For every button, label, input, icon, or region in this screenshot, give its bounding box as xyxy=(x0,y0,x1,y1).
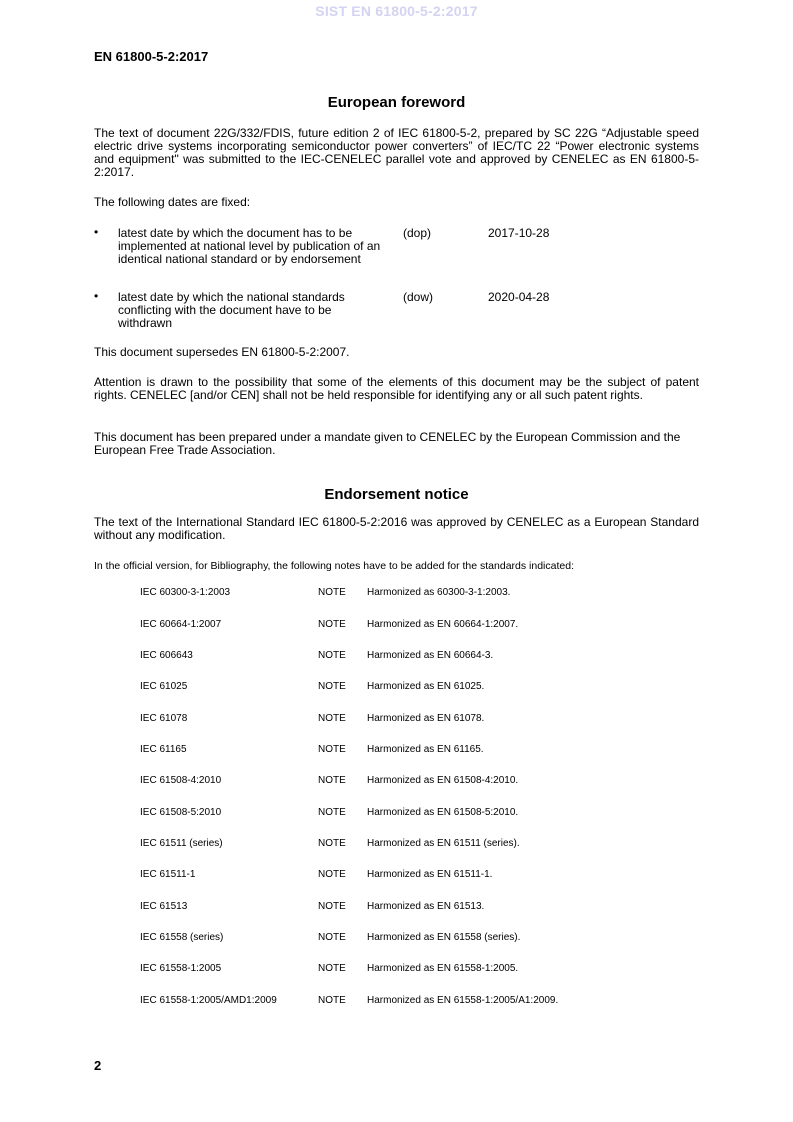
note-label: NOTE xyxy=(318,619,346,630)
note-label: NOTE xyxy=(318,650,346,661)
harmonized-text: Harmonized as EN 61513. xyxy=(367,901,485,912)
date-item-date: 2020-04-28 xyxy=(488,290,550,304)
date-item-text: latest date by which the document has to be implemented at national level by publication of an identical national standard or by endorsement xyxy=(118,226,381,266)
date-item-text: latest date by which the national standards conflicting with the document have to be withdrawn xyxy=(118,290,345,330)
standard-id: IEC 61025 xyxy=(140,681,188,692)
harmonized-text: Harmonized as EN 61508-4:2010. xyxy=(367,775,519,786)
harmonized-text: Harmonized as EN 61558-1:2005/A1:2009. xyxy=(367,995,559,1006)
standard-id: IEC 606643 xyxy=(140,650,193,661)
bibliography-note: In the official version, for Bibliography, the following notes have to be added for the standards indicated: xyxy=(94,560,574,572)
harmonized-text: Harmonized as EN 61508-5:2010. xyxy=(367,807,519,818)
mandate-paragraph: This document has been prepared under a mandate given to CENELEC by the European Commission and the European Free Trade Association. xyxy=(94,430,681,457)
note-label: NOTE xyxy=(318,995,346,1006)
harmonized-text: Harmonized as EN 61511 (series). xyxy=(367,838,520,849)
dates-intro: The following dates are fixed: xyxy=(94,195,251,209)
standard-id: IEC 61513 xyxy=(140,901,188,912)
note-label: NOTE xyxy=(318,963,346,974)
note-label: NOTE xyxy=(318,587,346,598)
standard-id: IEC 61558 (series) xyxy=(140,932,224,943)
standard-id: IEC 61508-5:2010 xyxy=(140,807,222,818)
note-label: NOTE xyxy=(318,807,346,818)
standard-id: IEC 60300-3-1:2003 xyxy=(140,587,231,598)
endorsement-paragraph: The text of the International Standard IEC 61800-5-2:2016 was approved by CENELEC as a European Standard without any modification. xyxy=(94,515,699,542)
note-label: NOTE xyxy=(318,775,346,786)
harmonized-text: Harmonized as EN 61165. xyxy=(367,744,484,755)
date-item-abbr: (dop) xyxy=(403,226,432,240)
harmonized-text: Harmonized as EN 60664-1:2007. xyxy=(367,619,519,630)
note-label: NOTE xyxy=(318,838,346,849)
endorsement-title: Endorsement notice xyxy=(324,486,469,503)
note-label: NOTE xyxy=(318,901,346,912)
standard-id: IEC 61558-1:2005/AMD1:2009 xyxy=(140,995,277,1006)
note-label: NOTE xyxy=(318,932,346,943)
date-item-date: 2017-10-28 xyxy=(488,226,550,240)
foreword-intro-paragraph: The text of document 22G/332/FDIS, future edition 2 of IEC 61800-5-2, prepared by SC 22G “Adjustable speed electric drive systems incorporating semiconductor power converters” of IEC/TC 22 “Power electronic systems and equipment" was submitted to the IEC-CENELEC parallel vote and approved by CENELEC as EN 61800-5-2:2017. xyxy=(94,126,699,179)
harmonized-text: Harmonized as EN 61025. xyxy=(367,681,485,692)
standard-id: IEC 61558-1:2005 xyxy=(140,963,222,974)
bullet-icon: • xyxy=(94,225,99,239)
harmonized-text: Harmonized as 60300-3-1:2003. xyxy=(367,587,511,598)
date-item-abbr: (dow) xyxy=(403,290,434,304)
supersedes-paragraph: This document supersedes EN 61800-5-2:2007. xyxy=(94,345,350,359)
note-label: NOTE xyxy=(318,744,346,755)
harmonized-text: Harmonized as EN 61558 (series). xyxy=(367,932,521,943)
document-id-header: EN 61800-5-2:2017 xyxy=(94,49,209,64)
standard-id: IEC 61078 xyxy=(140,713,188,724)
harmonized-text: Harmonized as EN 61511-1. xyxy=(367,869,493,880)
harmonized-text: Harmonized as EN 60664-3. xyxy=(367,650,494,661)
note-label: NOTE xyxy=(318,681,346,692)
standard-id: IEC 61511-1 xyxy=(140,869,196,880)
note-label: NOTE xyxy=(318,869,346,880)
standard-id: IEC 61508-4:2010 xyxy=(140,775,222,786)
standard-id: IEC 61511 (series) xyxy=(140,838,223,849)
bullet-icon: • xyxy=(94,289,99,303)
attention-paragraph: Attention is drawn to the possibility that some of the elements of this document may be the subject of patent rights. CENELEC [and/or CEN] shall not be held responsible for identifying any or all such patent rights. xyxy=(94,375,699,402)
standard-id: IEC 61165 xyxy=(140,744,187,755)
page-number: 2 xyxy=(94,1058,102,1073)
standard-id: IEC 60664-1:2007 xyxy=(140,619,222,630)
foreword-title: European foreword xyxy=(327,94,466,111)
harmonized-text: Harmonized as EN 61078. xyxy=(367,713,485,724)
note-label: NOTE xyxy=(318,713,346,724)
watermark: SIST EN 61800-5-2:2017 xyxy=(315,3,478,19)
harmonized-text: Harmonized as EN 61558-1:2005. xyxy=(367,963,519,974)
